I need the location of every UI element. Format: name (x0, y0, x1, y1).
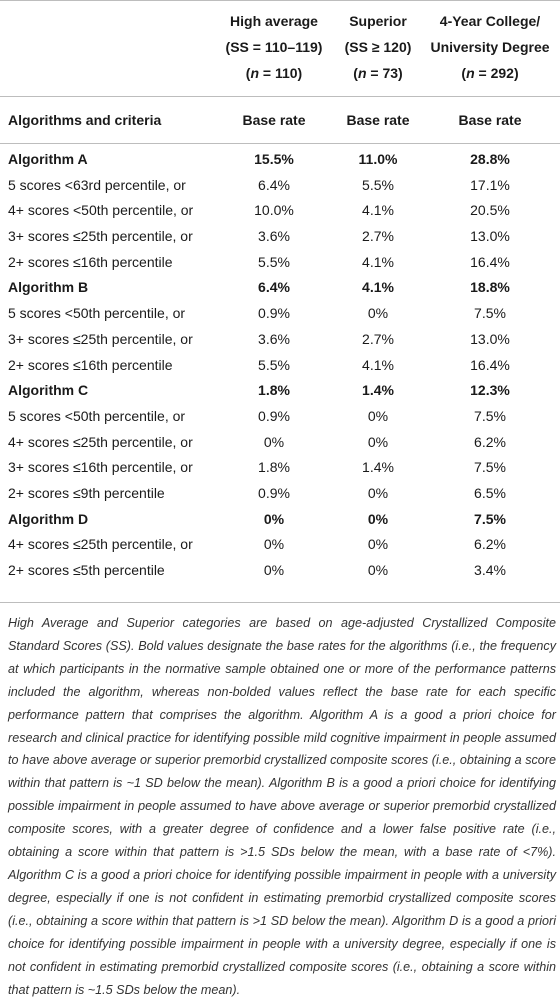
base-rate-header: Base rate (458, 112, 522, 128)
base-rate-cell: 0% (367, 305, 389, 322)
base-rate-cell: 0% (367, 536, 389, 553)
base-rate-cell: 17.1% (470, 176, 510, 193)
header-col-n: (n = 73) (353, 65, 403, 81)
header-col-line1: 4-Year College/ (439, 13, 541, 29)
base-rate-cell: 10.0% (254, 202, 294, 219)
base-rate-cell: 0.9% (258, 484, 290, 501)
criterion-row (0, 559, 560, 585)
row-label-header: Algorithms and criteria (8, 112, 162, 128)
base-rate-cell: 12.3% (470, 382, 510, 399)
base-rate-cell: 1.8% (258, 459, 290, 476)
criterion-row (0, 302, 560, 328)
row-label: 2+ scores ≤16th percentile (8, 356, 173, 373)
table-bottom-rule (0, 602, 560, 603)
criterion-row (0, 174, 560, 200)
base-rate-cell: 4.1% (362, 356, 394, 373)
header-col-line1: High average (230, 13, 318, 29)
algorithm-row (0, 276, 560, 302)
row-label: Algorithm D (8, 510, 89, 527)
criterion-row (0, 533, 560, 559)
base-rate-cell: 5.5% (258, 253, 290, 270)
table-top-rule (0, 0, 560, 1)
base-rate-cell: 6.4% (258, 176, 290, 193)
algorithm-row (0, 379, 560, 405)
criterion-row (0, 431, 560, 457)
header-col-line1: Superior (349, 13, 407, 29)
base-rate-cell: 3.4% (474, 562, 506, 578)
header-col-college (420, 8, 560, 86)
criterion-row (0, 456, 560, 482)
base-rate-cell: 28.8% (470, 151, 510, 167)
base-rate-cell: 2.7% (362, 330, 394, 347)
base-rate-cell: 20.5% (470, 202, 510, 219)
table-footnote: High Average and Superior categories are based on age-adjusted Crystallized Composite Standard Scores (SS). Bold values designate the base rates for the algorithms (i.e., the frequency at which participants in the normative sample obtained one or more of the performance patterns included the algorithm, whereas non-bolded values reflect the base rate for each specific performance pattern that comprises the algorithm. Algorithm A is a good a priori choice for research and clinical practice for identifying possible mild cognitive impairment in people assumed to have above average or superior premorbid crystallized composite scores (i.e., obtaining a score within that pattern is ~1 SD below the mean). Algorithm B is a good a priori choice for identifying possible impairment in people assumed to have above average or superior premorbid crystallized composite scores, with a greater degree of confidence and a lower false positive rate (i.e., obtaining a score within that pattern is >1.5 SDs below the mean, with a base rate of <7%). Algorithm C is a good a priori choice for identifying possible impairment in people with a university degree, especially if one is not confident in estimating premorbid crystallized composite scores (i.e., obtaining a score within that pattern is >1 SD below the mean). Algorithm D is a good a priori choice for identifying possible impairment in people with a university degree, especially if one is not confident in estimating premorbid crystallized composite scores (i.e., obtaining a score within that pattern is ~1.5 SDs below the mean). (8, 616, 556, 997)
base-rate-cell: 3.6% (258, 330, 290, 347)
base-rate-cell: 16.4% (470, 356, 510, 373)
base-rate-cell: 0.9% (258, 305, 290, 322)
header-col-line2: (SS = 110–119) (225, 39, 323, 55)
base-rate-cell: 0% (263, 536, 285, 553)
base-rate-cell: 4.1% (362, 202, 394, 219)
row-label: Algorithm C (8, 382, 89, 399)
algorithm-row (0, 508, 560, 534)
criterion-row (0, 328, 560, 354)
header-col-n: (n = 110) (245, 65, 303, 81)
row-label: 2+ scores ≤16th percentile (8, 253, 173, 270)
row-label: 5 scores <50th percentile, or (8, 407, 186, 424)
algorithm-row (0, 148, 560, 174)
base-rate-cell: 16.4% (470, 253, 510, 270)
base-rate-cell: 18.8% (470, 279, 510, 296)
base-rate-cell: 4.1% (362, 253, 394, 270)
base-rate-cell: 1.4% (362, 382, 394, 399)
base-rate-cell: 7.5% (474, 305, 506, 322)
base-rate-cell: 6.2% (474, 433, 506, 450)
base-rate-cell: 5.5% (258, 356, 290, 373)
base-rate-cell: 3.6% (258, 228, 290, 245)
base-rate-cell: 0% (263, 562, 285, 578)
subheader-divider (0, 143, 560, 144)
base-rate-cell: 0% (263, 510, 285, 527)
row-label: 5 scores <63rd percentile, or (8, 176, 186, 193)
criterion-row (0, 482, 560, 508)
base-rate-cell: 0.9% (258, 407, 290, 424)
base-rate-cell: 7.5% (474, 407, 506, 424)
row-label: 4+ scores <50th percentile, or (8, 202, 194, 219)
table-body (0, 148, 560, 585)
base-rate-cell: 7.5% (474, 459, 506, 476)
criterion-row (0, 354, 560, 380)
row-label: Algorithm A (8, 151, 88, 167)
row-label: Algorithm B (8, 279, 89, 296)
base-rate-cell: 13.0% (470, 330, 510, 347)
header-col-line2: (SS ≥ 120) (344, 39, 412, 55)
row-label: 4+ scores ≤25th percentile, or (8, 433, 193, 450)
row-label: 3+ scores ≤16th percentile, or (8, 459, 193, 476)
base-rate-cell: 0% (367, 407, 389, 424)
base-rate-cell: 6.4% (258, 279, 290, 296)
base-rate-cell: 6.5% (474, 484, 506, 501)
row-label: 2+ scores ≤9th percentile (8, 484, 165, 501)
criterion-row (0, 405, 560, 431)
base-rate-cell: 2.7% (362, 228, 394, 245)
base-rate-cell: 1.8% (258, 382, 290, 399)
base-rate-cell: 0% (367, 433, 389, 450)
header-col-superior (336, 8, 420, 86)
base-rate-cell: 1.4% (362, 459, 394, 476)
row-label: 2+ scores ≤5th percentile (8, 562, 165, 578)
base-rate-cell: 7.5% (474, 510, 506, 527)
base-rate-cell: 15.5% (254, 151, 294, 167)
header-col-line2: University Degree (430, 39, 550, 55)
subheader-row (0, 96, 560, 143)
base-rate-cell: 11.0% (358, 151, 398, 167)
base-rate-header: Base rate (242, 112, 306, 128)
row-label: 4+ scores ≤25th percentile, or (8, 536, 193, 553)
base-rate-cell: 0% (367, 510, 389, 527)
row-label: 3+ scores ≤25th percentile, or (8, 228, 193, 245)
base-rate-cell: 6.2% (474, 536, 506, 553)
base-rate-cell: 0% (367, 562, 389, 578)
base-rate-cell: 13.0% (470, 228, 510, 245)
criterion-row (0, 199, 560, 225)
base-rate-header: Base rate (346, 112, 410, 128)
row-label: 5 scores <50th percentile, or (8, 305, 186, 322)
base-rate-cell: 0% (367, 484, 389, 501)
header-col-high-average (224, 8, 324, 86)
base-rate-cell: 4.1% (362, 279, 394, 296)
header-col-n: (n = 292) (461, 65, 519, 81)
row-label: 3+ scores ≤25th percentile, or (8, 330, 193, 347)
base-rate-cell: 5.5% (362, 176, 394, 193)
criterion-row (0, 251, 560, 277)
criterion-row (0, 225, 560, 251)
base-rate-cell: 0% (263, 433, 285, 450)
